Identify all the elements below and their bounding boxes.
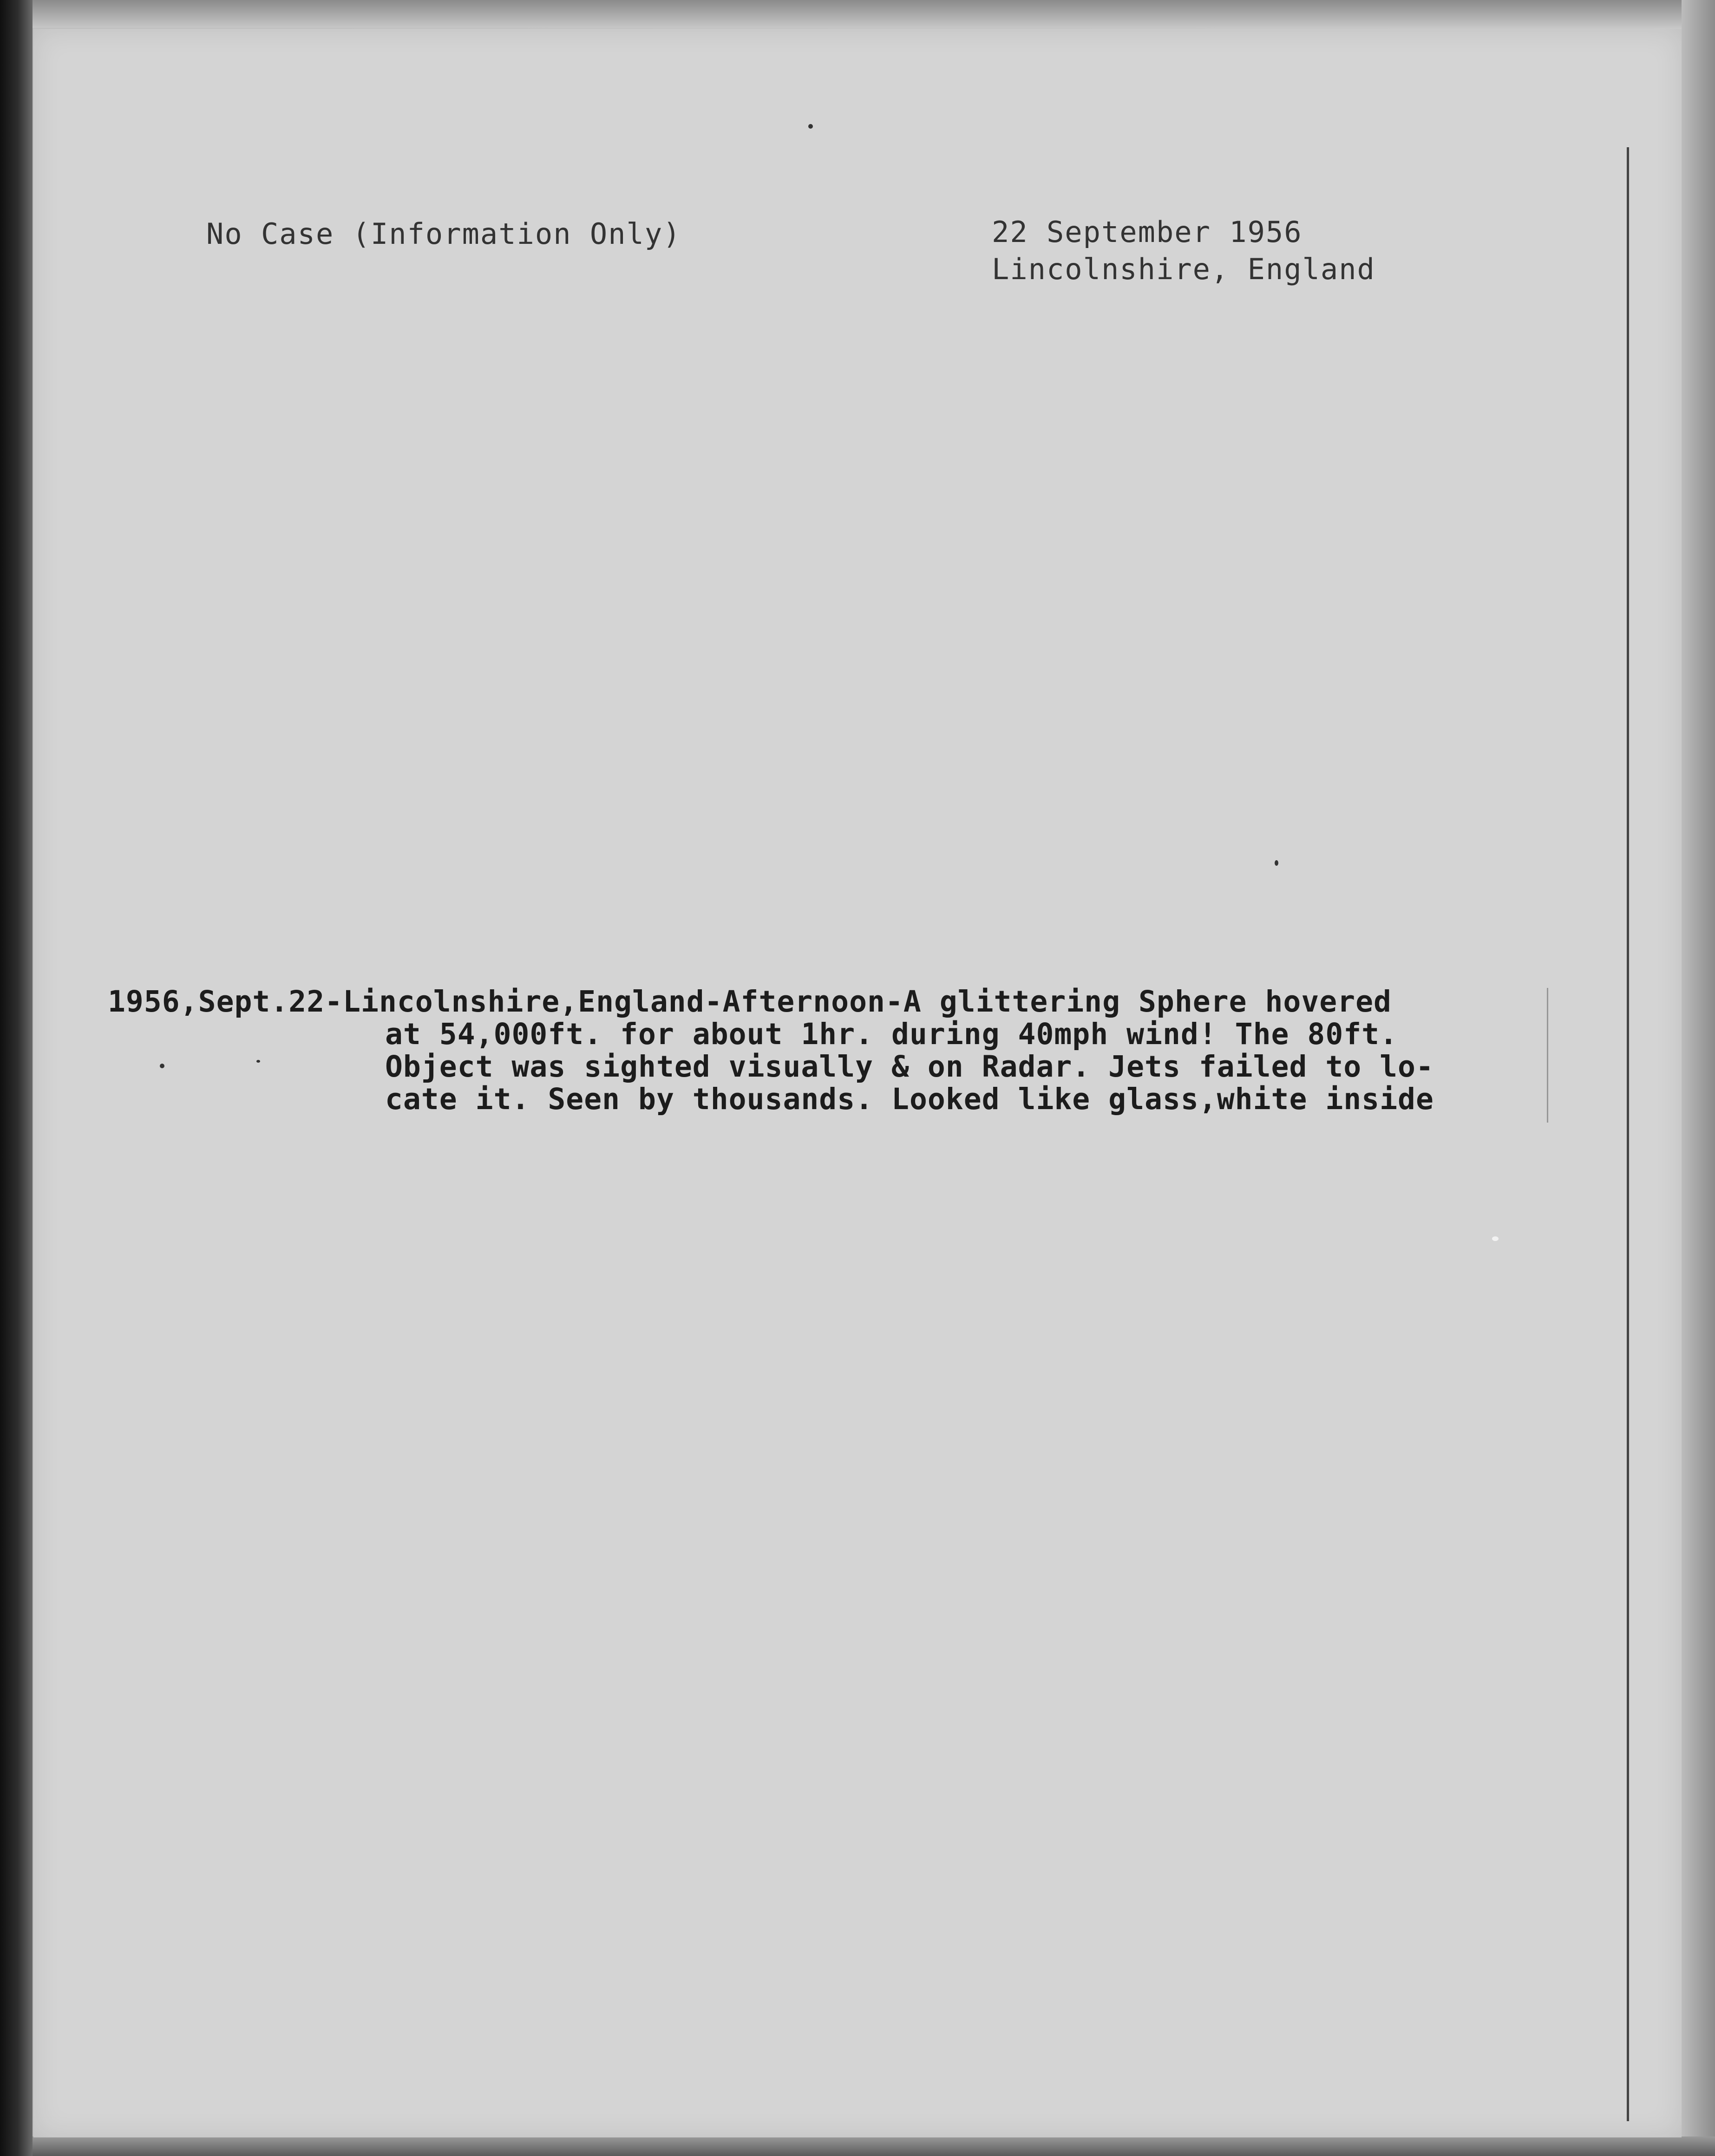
sighting-entry bbox=[108, 986, 1434, 1116]
scan-bottom-border bbox=[0, 2136, 1715, 2156]
scan-left-border bbox=[0, 0, 33, 2156]
entry-line-1: 1956,Sept.22-Lincolnshire,England-Afternoon-A glittering Sphere hovered bbox=[108, 985, 1392, 1019]
report-date: 22 September 1956 bbox=[992, 215, 1303, 249]
entry-line-3: Object was sighted visually & on Radar. Jets failed to lo- bbox=[385, 1050, 1434, 1084]
entry-line-4: cate it. Seen by thousands. Looked like glass,white inside bbox=[385, 1082, 1434, 1116]
dust-speck bbox=[160, 1064, 164, 1068]
dust-speck bbox=[1275, 860, 1278, 866]
scan-top-border bbox=[0, 0, 1715, 28]
dust-speck bbox=[808, 124, 813, 129]
date-location-block bbox=[992, 214, 1375, 288]
entry-margin-rule bbox=[1547, 988, 1548, 1123]
entry-line-2: at 54,000ft. for about 1hr. during 40mph wind! The 80ft. bbox=[385, 1017, 1398, 1051]
document-page bbox=[33, 29, 1682, 2137]
scan-right-border bbox=[1682, 0, 1715, 2156]
report-location: Lincolnshire, England bbox=[992, 252, 1375, 286]
dust-speck bbox=[1492, 1236, 1499, 1241]
page-edge-rule bbox=[1627, 147, 1629, 2121]
dust-speck bbox=[256, 1060, 260, 1063]
case-label: No Case (Information Only) bbox=[206, 217, 681, 251]
